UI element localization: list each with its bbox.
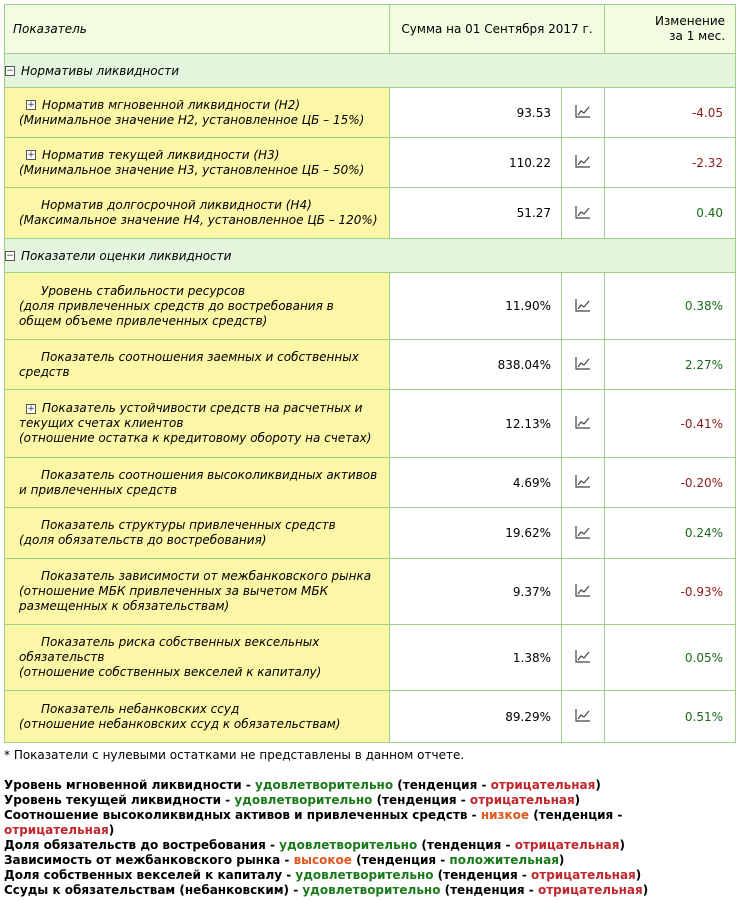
indicator-name-cell — [5, 88, 390, 138]
indicator-change: -4.05 — [605, 88, 736, 138]
summary-mid: (тенденция - — [351, 853, 450, 867]
summary-label: Ссуды к обязательствам (небанковским) - — [4, 883, 303, 897]
summary-label: Доля обязательств до востребования - — [4, 838, 280, 852]
chart-line-icon[interactable] — [575, 528, 591, 542]
indicator-subtitle: средств — [19, 364, 70, 379]
indicator-name-cell — [5, 390, 390, 458]
indicator-title: Норматив текущей ликвидности (Н3) — [42, 147, 280, 162]
indicator-subtitle: (Максимальное значение Н4, установленное ЦБ – 120%) — [19, 213, 378, 227]
summary-status: удовлетворительно — [302, 883, 441, 897]
summary-end: ) — [574, 793, 581, 807]
indicator-name-cell — [5, 340, 390, 390]
summary-end: ) — [642, 883, 649, 897]
table-row — [5, 625, 736, 691]
indicator-name-cell — [5, 625, 390, 691]
chart-line-icon[interactable] — [575, 711, 591, 725]
summary-trend: отрицательная — [531, 868, 636, 882]
header-change — [605, 5, 736, 54]
indicator-subtitle: (отношение небанковских ссуд к обязательствам) — [19, 716, 341, 731]
summary-line — [4, 793, 734, 808]
summary-end: ) — [635, 868, 642, 882]
indicator-subtitle: (отношение МБК привлеченных за вычетом МБК размещенных к обязательствам) — [19, 584, 329, 613]
summary-status: удовлетворительно — [279, 838, 418, 852]
table-row — [5, 188, 736, 239]
indicator-name-cell — [5, 559, 390, 625]
summary-mid: (тенденция - — [393, 778, 491, 792]
table-row — [5, 390, 736, 458]
chart-cell[interactable] — [562, 559, 605, 625]
summary-mid: (тенденция - — [417, 838, 515, 852]
chart-line-icon[interactable] — [575, 359, 591, 373]
indicator-title: Показатель риска собственных вексельных — [41, 635, 320, 649]
indicator-subtitle: текущих счетах клиентов — [19, 416, 184, 430]
indicator-value: 4.69% — [390, 458, 562, 508]
summary-label: Уровень текущей ликвидности - — [4, 793, 235, 807]
indicator-name-cell — [5, 458, 390, 508]
chart-cell[interactable] — [562, 625, 605, 691]
chart-line-icon[interactable] — [575, 586, 591, 600]
indicator-subtitle: обязательств — [19, 650, 105, 664]
summary-trend: положительная — [449, 853, 559, 867]
summary-mid: (тенденция - — [433, 868, 531, 882]
indicator-title: Показатель устойчивости средств на расчетных и — [42, 401, 363, 415]
chart-line-icon[interactable] — [575, 652, 591, 666]
indicator-name-cell — [5, 188, 390, 239]
table-header-row — [5, 5, 736, 54]
group-row[interactable] — [5, 54, 736, 88]
summary-status: удовлетворительно — [234, 793, 373, 807]
chart-cell[interactable] — [562, 691, 605, 743]
indicator-change: 2.27% — [605, 340, 736, 390]
indicator-name-cell — [5, 508, 390, 559]
chart-cell[interactable] — [562, 138, 605, 188]
indicator-title: Показатель зависимости от межбанковского рынка — [41, 569, 372, 583]
indicator-value: 9.37% — [390, 559, 562, 625]
summary-trend: отрицательная — [4, 823, 109, 837]
indicator-title: Показатель структуры привлеченных средств — [41, 518, 336, 532]
summary-status: низкое — [480, 808, 530, 822]
indicator-change: 0.51% — [605, 691, 736, 743]
summary-mid: (тенденция - — [529, 808, 623, 822]
indicator-change: -2.32 — [605, 138, 736, 188]
group-row[interactable] — [5, 239, 736, 273]
summary-trend: отрицательная — [490, 778, 596, 792]
indicator-change: 0.40 — [605, 188, 736, 239]
summary-label: Уровень мгновенной ликвидности - — [4, 778, 256, 792]
indicator-subtitle: (доля обязательств до востребования) — [19, 533, 267, 547]
table-row — [5, 273, 736, 340]
minus-toggle-icon[interactable]: − — [6, 251, 14, 261]
group-title-cell[interactable] — [5, 239, 736, 273]
summary-trend: отрицательная — [469, 793, 575, 807]
indicator-title: Показатель соотношения заемных и собственных — [41, 349, 359, 364]
indicator-value: 93.53 — [390, 88, 562, 138]
indicator-title: Норматив мгновенной ликвидности (Н2) — [42, 97, 301, 112]
summary-mid: (тенденция - — [440, 883, 538, 897]
indicator-name-cell — [5, 273, 390, 340]
table-row — [5, 340, 736, 390]
chart-cell[interactable] — [562, 88, 605, 138]
group-title: Показатели оценки ликвидности — [21, 248, 232, 263]
table-row — [5, 458, 736, 508]
summary-mid: (тенденция - — [372, 793, 470, 807]
indicator-name-cell — [5, 138, 390, 188]
summary-line — [4, 883, 734, 898]
minus-toggle-icon[interactable]: − — [6, 66, 14, 76]
indicator-change: -0.93% — [605, 559, 736, 625]
summary-line — [4, 853, 734, 868]
indicator-change: 0.05% — [605, 625, 736, 691]
summary-status: высокое — [293, 853, 352, 867]
indicator-change: 0.38% — [605, 273, 736, 340]
indicator-title: Уровень стабильности ресурсов — [41, 283, 246, 298]
indicator-subtitle: и привлеченных средств — [19, 482, 178, 497]
summary-status: удовлетворительно — [295, 868, 434, 882]
plus-toggle-icon[interactable]: + — [27, 100, 35, 110]
indicator-title: Показатель соотношения высоколиквидных активов — [41, 467, 378, 482]
group-title-cell[interactable] — [5, 54, 736, 88]
summary-trend: отрицательная — [514, 838, 620, 852]
table-row — [5, 559, 736, 625]
chart-line-icon[interactable] — [575, 157, 591, 171]
header-amount: Сумма на 01 Сентября 2017 г. — [390, 5, 605, 54]
summary-end: ) — [108, 823, 115, 837]
liquidity-table — [4, 4, 736, 743]
indicator-value: 89.29% — [390, 691, 562, 743]
summary-label: Доля собственных векселей к капиталу - — [4, 868, 296, 882]
indicator-value: 12.13% — [390, 390, 562, 458]
indicator-subtitle: (Минимальное значение Н3, установленное ЦБ – 50%) — [19, 162, 365, 177]
header-indicator: Показатель — [5, 5, 390, 54]
chart-line-icon[interactable] — [575, 208, 591, 222]
indicator-change: -0.41% — [605, 390, 736, 458]
group-title: Нормативы ликвидности — [21, 63, 179, 78]
table-row — [5, 138, 736, 188]
chart-cell[interactable] — [562, 390, 605, 458]
chart-cell[interactable] — [562, 508, 605, 559]
indicator-value: 19.62% — [390, 508, 562, 559]
plus-toggle-icon[interactable]: + — [27, 150, 35, 160]
summary-line — [4, 778, 734, 793]
summary-label: Зависимость от межбанковского рынка - — [4, 853, 294, 867]
indicator-name-cell — [5, 691, 390, 743]
table-row — [5, 88, 736, 138]
header-change-line1: Изменение — [654, 14, 726, 28]
indicator-value: 110.22 — [390, 138, 562, 188]
chart-line-icon[interactable] — [575, 418, 591, 432]
indicator-subtitle: (Минимальное значение Н2, установленное ЦБ – 15%) — [19, 112, 365, 127]
summary-trend: отрицательная — [537, 883, 643, 897]
chart-cell[interactable] — [562, 340, 605, 390]
chart-line-icon[interactable] — [575, 107, 591, 121]
chart-line-icon[interactable] — [575, 301, 591, 315]
table-row — [5, 691, 736, 743]
indicator-change: -0.20% — [605, 458, 736, 508]
indicator-note: (отношение остатка к кредитовому обороту на счетах) — [19, 431, 372, 445]
summary-line — [4, 838, 734, 853]
summary-block — [4, 778, 734, 898]
header-change-line2: за 1 мес. — [669, 29, 726, 43]
indicator-value: 1.38% — [390, 625, 562, 691]
indicator-title: Показатель небанковских ссуд — [41, 701, 240, 716]
summary-end: ) — [619, 838, 625, 852]
plus-toggle-icon[interactable]: + — [27, 403, 35, 414]
indicator-value: 11.90% — [390, 273, 562, 340]
indicator-subtitle: (доля привлеченных средств до востребования в общем объеме привлеченных средств) — [19, 298, 334, 328]
summary-line — [4, 808, 734, 838]
summary-label: Соотношение высоколиквидных активов и привлеченных средств - — [4, 808, 481, 822]
indicator-title: Норматив долгосрочной ликвидности (Н4) — [41, 198, 312, 212]
footnote: * Показатели с нулевыми остатками не представлены в данном отчете. — [4, 748, 465, 762]
indicator-value: 51.27 — [390, 188, 562, 239]
chart-cell[interactable] — [562, 273, 605, 340]
chart-cell[interactable] — [562, 188, 605, 239]
summary-status: удовлетворительно — [255, 778, 394, 792]
chart-line-icon[interactable] — [575, 477, 591, 491]
summary-end: ) — [595, 778, 601, 792]
chart-cell[interactable] — [562, 458, 605, 508]
indicator-value: 838.04% — [390, 340, 562, 390]
table-row — [5, 508, 736, 559]
summary-end: ) — [558, 853, 565, 867]
indicator-change: 0.24% — [605, 508, 736, 559]
summary-line — [4, 868, 734, 883]
indicator-note: (отношение собственных векселей к капиталу) — [19, 665, 322, 679]
